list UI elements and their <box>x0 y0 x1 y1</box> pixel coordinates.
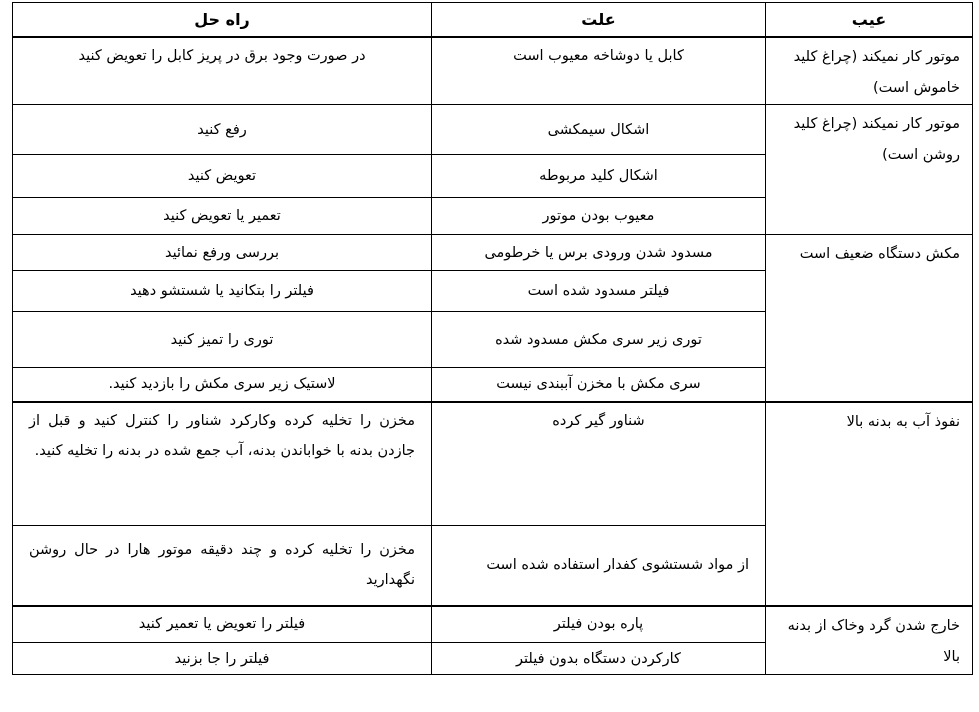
solution-cell: فیلتر را بتکانید یا شستشو دهید <box>13 271 432 312</box>
fault-cell: مکش دستگاه ضعیف است <box>766 235 973 402</box>
fault-cell: نفوذ آب به بدنه بالا <box>766 402 973 606</box>
header-row <box>13 3 973 38</box>
solution-cell: فیلتر را تعویض یا تعمیر کنید <box>13 606 432 643</box>
cause-cell: از مواد شستشوی کفدار استفاده شده است <box>432 526 766 606</box>
cause-cell: فیلتر مسدود شده است <box>432 271 766 312</box>
cause-cell: اشکال کلید مربوطه <box>432 155 766 198</box>
cause-cell: کابل یا دوشاخه معیوب است <box>432 37 766 105</box>
table-body <box>13 37 973 675</box>
header-fault: عیب <box>766 3 973 38</box>
solution-cell: رفع کنید <box>13 105 432 155</box>
header-cause: علت <box>432 3 766 38</box>
solution-cell: تعویض کنید <box>13 155 432 198</box>
solution-cell: در صورت وجود برق در پریز کابل را تعویض کنید <box>13 37 432 105</box>
cause-cell: مسدود شدن ورودی برس یا خرطومی <box>432 235 766 271</box>
cause-cell: پاره بودن فیلتر <box>432 606 766 643</box>
solution-cell: مخزن را تخلیه کرده و چند دقیقه موتور هارا در حال روشن نگهدارید <box>13 526 432 606</box>
solution-cell: لاستیک زیر سری مکش را بازدید کنید. <box>13 368 432 402</box>
cause-cell: کارکردن دستگاه بدون فیلتر <box>432 643 766 675</box>
solution-cell: فیلتر را جا بزنید <box>13 643 432 675</box>
cause-cell: سری مکش با مخزن آببندی نیست <box>432 368 766 402</box>
table-row <box>13 606 973 643</box>
table-row <box>13 235 973 271</box>
solution-cell: مخزن را تخلیه کرده وکارکرد شناور را کنترل کنید و قبل از جازدن بدنه با خواباندن بدنه، آب جمع شده در بدنه را تخلیه کنید. <box>13 402 432 526</box>
fault-cell: خارج شدن گرد وخاک از بدنه بالا <box>766 606 973 675</box>
solution-cell: تعمیر یا تعویض کنید <box>13 198 432 235</box>
troubleshooting-table <box>12 2 973 675</box>
solution-cell: توری را تمیز کنید <box>13 312 432 368</box>
table-header <box>13 3 973 38</box>
cause-cell: معیوب بودن موتور <box>432 198 766 235</box>
table-row <box>13 37 973 105</box>
fault-cell: موتور کار نمیکند (چراغ کلید خاموش است) <box>766 37 973 105</box>
cause-cell: شناور گیر کرده <box>432 402 766 526</box>
table-row <box>13 105 973 155</box>
fault-cell: موتور کار نمیکند (چراغ کلید روشن است) <box>766 105 973 235</box>
solution-cell: بررسی ورفع نمائید <box>13 235 432 271</box>
table-row <box>13 402 973 526</box>
header-solution: راه حل <box>13 3 432 38</box>
cause-cell: توری زیر سری مکش مسدود شده <box>432 312 766 368</box>
cause-cell: اشکال سیمکشی <box>432 105 766 155</box>
